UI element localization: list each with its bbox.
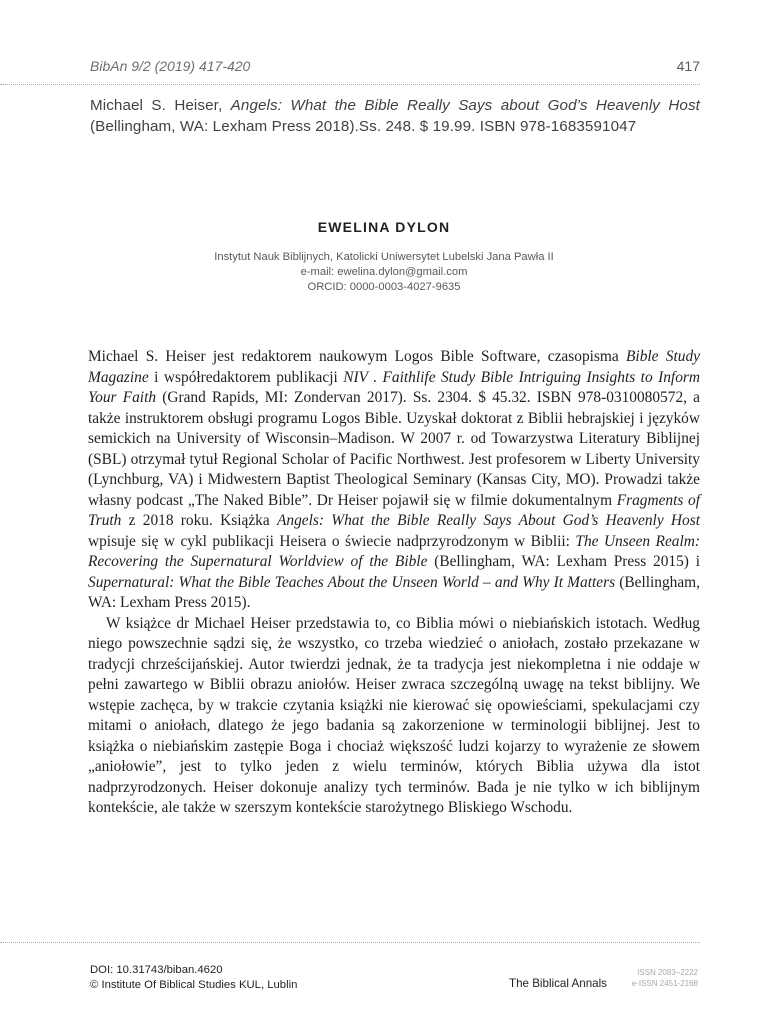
footer-doi: DOI: 10.31743/biban.4620 (90, 964, 223, 976)
italic-title-segment: Fragments of Truth (88, 491, 700, 529)
running-head (90, 58, 700, 74)
citation-author: Michael S. Heiser, (90, 97, 223, 114)
text-segment: (Bellingham, WA: Lexham Press 2015) i (427, 553, 700, 570)
footer-issn-print: ISSN 2083–2222 (637, 968, 698, 977)
reviewer-email: e-mail: ewelina.dylon@gmail.com (300, 266, 468, 278)
italic-title-segment: The Unseen Realm: Recovering the Supernatural Worldview of the Bible (88, 532, 700, 570)
italic-title-segment: NIV . Faithlife Study Bible Intriguing Insights to Inform Your Faith (88, 368, 700, 406)
text-segment: Michael S. Heiser jest redaktorem naukowym Logos Bible Software, czasopisma (88, 348, 627, 365)
review-body (88, 347, 700, 819)
header-divider (0, 84, 700, 85)
page-number: 417 (676, 58, 700, 74)
text-segment: (Grand Rapids, MI: Zondervan 2017). Ss. 2304. $ 45.32. ISBN 978-0310080572, a także instruktorem obsługi programu Logos Bible. Uzyskał doktorat z Biblii hebrajskiej i języków semickich na University of Wisconsin–Madison. W 2007 r. od Towarzystwa Literatury Biblijnej (SBL) otrzymał tytuł Regional Scholar of Pacific Northwest. Jest profesorem w Liberty University (Lynchburg, VA) i Midwestern Baptist Theological Seminary (Kansas City, MO). Prowadzi także własny podcast „The Naked Bible”. Dr Heiser pojawił się w filmie dokumentalnym (88, 389, 700, 509)
reviewer-institution: Instytut Nauk Biblijnych, Katolicki Uniwersytet Lubelski Jana Pawła II (214, 251, 554, 263)
italic-title-segment: Angels: What the Bible Really Says About God’s Heavenly Host (276, 512, 700, 529)
text-segment: wpisuje się w cykl publikacji Heisera o świecie nadprzyrodzonym w Biblii: (88, 532, 576, 550)
citation-details: (Bellingham, WA: Lexham Press 2018).Ss. 248. $ 19.99. ISBN 978-1683591047 (90, 117, 637, 135)
footer-issn-electronic: e-ISSN 2451-2168 (631, 979, 698, 988)
footer-copyright: © Institute Of Biblical Studies KUL, Lublin (90, 979, 298, 991)
body-paragraph-1 (88, 347, 700, 614)
body-paragraph-2: W książce dr Michael Heiser przedstawia to, co Biblia mówi o niebiańskich istotach. Według niego powszechnie sądzi się, że wszystko, co trzeba wiedzieć o aniołach, zostało przekazane w tradycji chrześcijańskiej. Autor twierdzi jednak, że ta tradycja jest niekompletna i nie oddaje w pełni zawartego w Biblii obrazu aniołów. Heiser zwraca szczególną uwagę na tekst biblijny. We wstępie zachęca, by w trakcie czytania książki nie kierować się opowieściami, spekulacjami czy mitami o aniołach, dlatego że jego badania są zakorzenione w terminologii biblijnej. Jest to książka o niebiańskim zastępie Boga i chociaż większość ludzi kojarzy to wyrażenie ze słowem „aniołowie”, jest to tylko jeden z wielu terminów, których Biblia używa dla istot nadprzyrodzonych. Heiser dokonuje analizy tych terminów. Bada je nie tylko w ich biblijnym kontekście, ale także w szerszym kontekście starożytnego Bliskiego Wschodu. (88, 614, 700, 816)
reviewer-name: EWELINA DYLON (317, 219, 451, 235)
text-segment: i współredaktorem publikacji (148, 368, 344, 386)
text-segment: z 2018 roku. Książka (121, 512, 277, 529)
citation-title: Angels: What the Bible Really Says about God’s Heavenly Host (230, 97, 700, 114)
italic-title-segment: Bible Study Magazine (88, 348, 700, 386)
footer-issn (632, 967, 698, 989)
footer-info (90, 963, 297, 993)
footer-divider (0, 942, 700, 943)
italic-title-segment: Supernatural: What the Bible Teaches About the Unseen World – and Why It Matters (88, 573, 616, 591)
reviewer-affiliation (0, 250, 768, 295)
reviewer-orcid: ORCID: 0000-0003-4027-9635 (307, 281, 461, 293)
text-segment: (Bellingham, WA: Lexham Press 2015). (88, 573, 701, 611)
journal-reference: BibAn 9/2 (2019) 417-420 (90, 58, 251, 74)
footer-journal-name: The Biblical Annals (509, 977, 607, 990)
book-citation (90, 96, 700, 137)
